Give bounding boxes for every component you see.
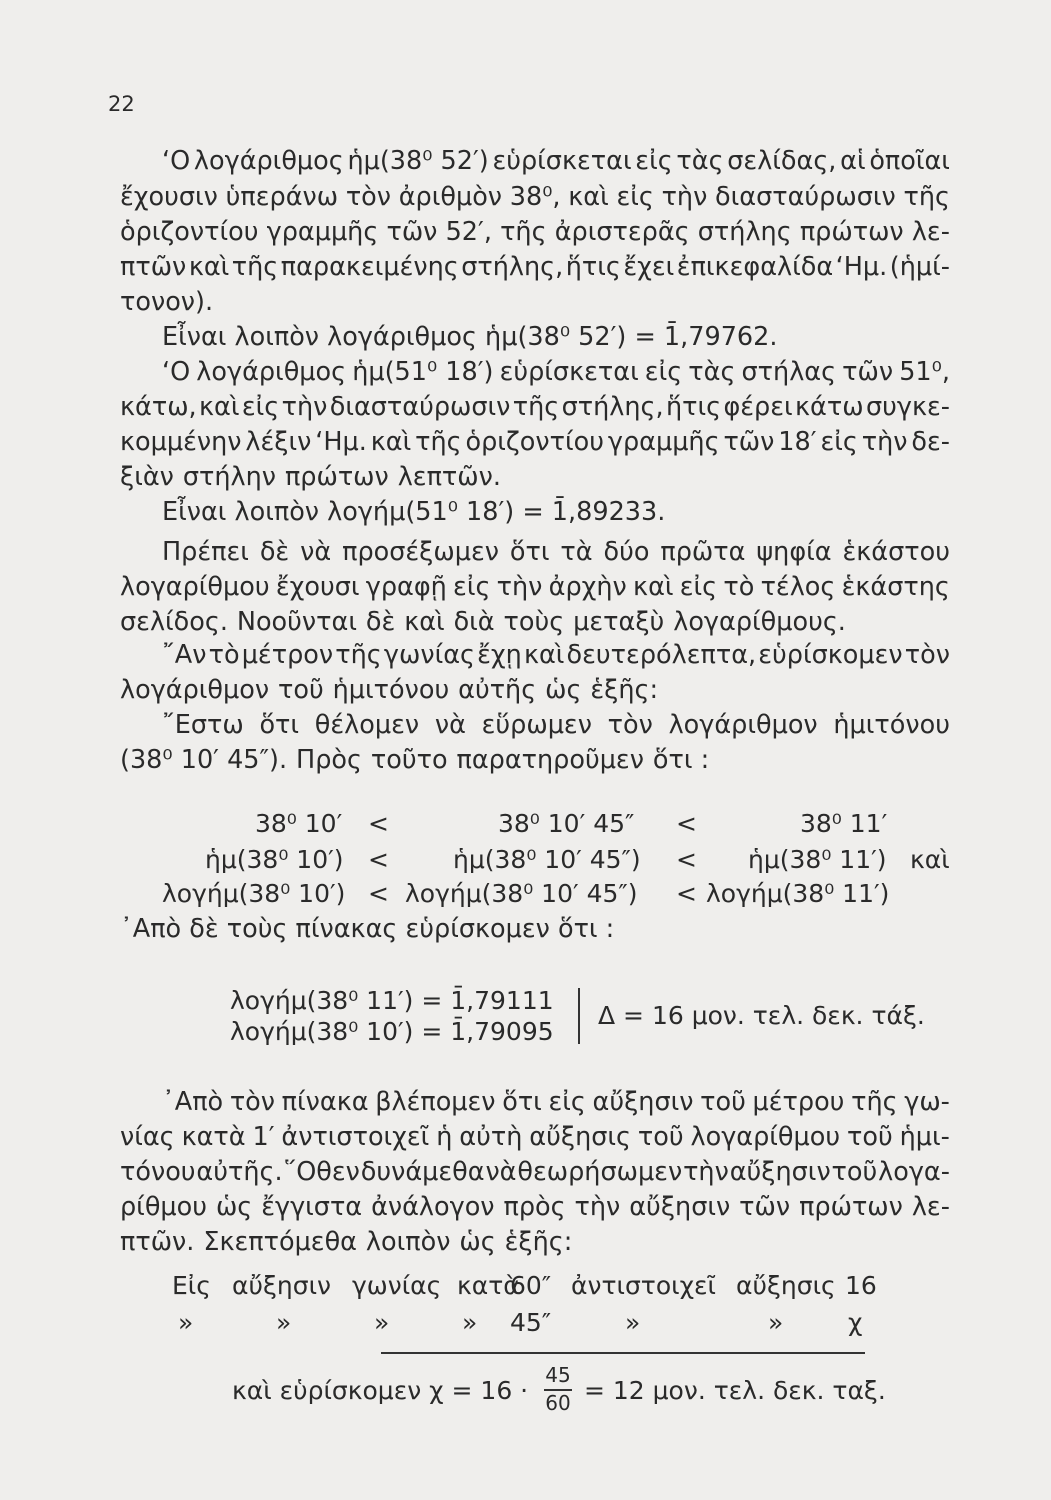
ineq-r3-lt2: < — [676, 879, 697, 908]
word: αὔξησις — [529, 1122, 631, 1152]
ineq-r3-b: λογήμ(38⁰ 10′ 45″) — [405, 879, 638, 908]
word: τοῦτο — [370, 745, 448, 775]
word: ῎Αν — [162, 640, 207, 670]
word: τοῦ — [700, 1087, 746, 1117]
word: τῆς — [903, 182, 950, 212]
prop-r2-c6: » — [768, 1308, 784, 1337]
word: γωνίας — [383, 640, 475, 670]
para6-line — [120, 1120, 950, 1155]
word: γραφῇ — [365, 572, 447, 602]
para4-line — [162, 638, 950, 673]
word: Πρέπει — [162, 537, 249, 567]
word: κάτω, — [120, 392, 197, 422]
word: τοῦ — [278, 675, 324, 705]
ineq-r1-a: 38⁰ 10′ — [255, 809, 343, 838]
word: ‘Ημ. — [315, 427, 367, 457]
word: τὴν — [683, 1157, 729, 1187]
word: λέξιν — [245, 427, 312, 457]
word: τῶν — [739, 1192, 791, 1222]
fraction-denominator: 60 — [545, 1391, 571, 1415]
text-span: Εἶναι λοιπὸν λογήμ(51⁰ 18′) = 1̄,89233. — [162, 497, 666, 527]
word: εὑρίσκεται — [492, 146, 632, 176]
prop-r1-c6: αὔξησις — [736, 1271, 836, 1300]
prop-r2-c4: 45″ — [510, 1308, 552, 1337]
word: καὶ — [370, 427, 412, 457]
word: λογάριθμος — [193, 146, 344, 176]
prop-r1-c5: ἀντιστοιχεῖ — [571, 1271, 717, 1300]
word: λογα- — [878, 1157, 950, 1187]
brace — [578, 988, 588, 1044]
word: αὔξησιν — [592, 1087, 694, 1117]
word: δὲ — [365, 607, 396, 637]
word: ἡμιτόνου — [332, 675, 450, 705]
word: πρώτων — [799, 1192, 903, 1222]
word: γραμμῆς — [607, 427, 720, 457]
word: στήλης, — [461, 252, 564, 282]
word: 52′, — [445, 217, 492, 247]
word: ὡς — [459, 1227, 496, 1257]
word: τόνου — [120, 1157, 196, 1187]
word: θεωρήσωμεν — [517, 1157, 683, 1187]
word: καὶ — [523, 640, 565, 670]
ineq-r2-lt2: < — [676, 845, 697, 874]
word: ὅτι — [259, 710, 300, 740]
prop-r2-c1: » — [276, 1308, 292, 1337]
word: δυνάμεθα — [360, 1157, 485, 1187]
word: παρακειμένης — [280, 252, 459, 282]
word: ᾿Απὸ — [162, 1087, 224, 1117]
delta-value: Δ = 16 μον. τελ. δεκ. τάξ. — [598, 1001, 925, 1030]
prop-r1-c7: 16 — [845, 1271, 877, 1300]
word: τῆς — [415, 427, 462, 457]
para1-line — [120, 180, 950, 215]
word: εἰς — [820, 427, 858, 457]
prop-r2-c2: » — [374, 1308, 390, 1337]
word: τὰ — [560, 537, 593, 567]
word: ὁριζοντίου — [465, 427, 604, 457]
proportion-rule — [381, 1352, 865, 1354]
word: κομμένην — [120, 427, 242, 457]
word: τῆς — [500, 217, 547, 247]
word: ἀνάλογον — [371, 1192, 495, 1222]
word: τὴν — [496, 572, 543, 602]
ineq-r3-a: λογήμ(38⁰ 10′) — [162, 879, 346, 908]
word: μέτρου — [752, 1087, 845, 1117]
word: διασταύρωσιν — [715, 182, 896, 212]
word: λογάριθμος — [196, 357, 347, 387]
word: πτῶν. — [120, 1227, 195, 1257]
word: τῆς — [851, 1087, 898, 1117]
word: πίνακα — [281, 1087, 369, 1117]
word: ἀρχὴν — [548, 572, 627, 602]
word: ἡ — [436, 1122, 453, 1152]
word: εὑρίσκομεν — [758, 640, 903, 670]
word: τὸν — [229, 1087, 276, 1117]
word: τοὺς — [503, 607, 565, 637]
word: τοῦ — [831, 1157, 878, 1187]
log-value-a: λογήμ(38⁰ 11′) = 1̄,79111 — [230, 986, 554, 1015]
word: ἑκάστου — [842, 537, 950, 567]
word: ἑξῆς: — [504, 1227, 573, 1257]
word: εἰς — [644, 357, 683, 387]
word: ἡμι- — [899, 1122, 950, 1152]
word: ‘Ο — [162, 146, 191, 176]
word: ‘Ο — [162, 357, 191, 387]
word: 51⁰, — [899, 357, 950, 387]
para5-line — [162, 708, 950, 743]
ineq-r3-lt1: < — [368, 879, 389, 908]
word: τῆς — [335, 640, 382, 670]
word: στήλην — [182, 462, 277, 492]
word: ἑξῆς: — [590, 675, 659, 705]
word: τὴν — [661, 182, 708, 212]
word: βλέπομεν — [375, 1087, 496, 1117]
para2-line — [120, 390, 950, 425]
word: τὴν — [281, 392, 328, 422]
para1-line — [120, 285, 950, 320]
word: δὲ — [259, 537, 290, 567]
word: αἱ — [840, 146, 866, 176]
word: τὴν — [861, 427, 908, 457]
word: ἐπικεφαλίδα — [676, 252, 834, 282]
word: παρατηροῦμεν — [456, 745, 644, 775]
word: ῎Εστω — [162, 710, 244, 740]
word: Νοοῦνται — [236, 607, 357, 637]
word: γω- — [904, 1087, 950, 1117]
word: συγκε- — [865, 392, 950, 422]
word: (38⁰ 10′ 45″). — [120, 745, 288, 775]
word: ῞Οθεν — [283, 1157, 360, 1187]
word: πτῶν — [120, 252, 187, 282]
word: νὰ — [434, 710, 466, 740]
word: στήλης, — [561, 392, 664, 422]
ineq-r2-and: καὶ — [910, 845, 950, 874]
text-span: Εἶναι λοιπὸν λογάριθμος ἡμ(38⁰ 52′) = 1̄,79762. — [162, 322, 778, 352]
word: καὶ — [199, 392, 240, 422]
para3-line — [120, 570, 950, 605]
para2-line — [162, 355, 950, 390]
word: ὅτι — [502, 1087, 542, 1117]
word: νίας — [120, 1122, 175, 1152]
ineq-r1-c: 38⁰ 11′ — [800, 809, 888, 838]
word: λογάριθμον — [668, 710, 818, 740]
word: τὰς — [676, 146, 724, 176]
word: λε- — [911, 217, 950, 247]
word: δε- — [911, 427, 950, 457]
word: λεπτῶν. — [397, 462, 501, 492]
word: πρὸς — [503, 1192, 566, 1222]
word: τὴν — [574, 1192, 621, 1222]
word: πρῶτα — [660, 537, 746, 567]
word: ὁριζοντίου — [120, 217, 259, 247]
word: ἑκάστης — [841, 572, 950, 602]
word: ἀριστερᾶς — [554, 217, 690, 247]
word: ὡς — [545, 675, 582, 705]
word: εἰς — [679, 572, 718, 602]
word: εἰς — [616, 182, 654, 212]
word: Πρὸς — [296, 745, 362, 775]
word: ὑπεράνω — [225, 182, 339, 212]
prop-r1-c2: γωνίας — [352, 1271, 442, 1300]
prop-r1-c1: αὔξησιν — [232, 1271, 331, 1300]
para2-line — [120, 460, 950, 495]
word: ἔχει — [623, 252, 675, 282]
word: τῶν — [723, 427, 775, 457]
page-number: 22 — [108, 92, 135, 116]
word: λογαρίθμους. — [673, 607, 846, 637]
word: μεταξὺ — [573, 607, 665, 637]
word: τὸν — [904, 640, 950, 670]
word: ἔγγιστα — [261, 1192, 363, 1222]
prop-r2-c7: χ — [848, 1308, 863, 1337]
word: τῆς — [512, 392, 560, 422]
para1-line — [120, 215, 950, 250]
para6-line — [120, 1190, 950, 1225]
para2-line — [120, 425, 950, 460]
word: κάτω — [795, 392, 864, 422]
ineq-r2-c: ἡμ(38⁰ 11′) — [748, 845, 887, 874]
word: τῶν — [386, 217, 438, 247]
word: ὁποῖαι — [869, 146, 950, 176]
ineq-r3-c: λογήμ(38⁰ 11′) — [706, 879, 890, 908]
word: τὸ — [723, 572, 755, 602]
word: ἔχουσιν — [120, 182, 218, 212]
word: καὶ — [404, 607, 445, 637]
word: τῶν — [842, 357, 894, 387]
word: εὕρωμεν — [481, 710, 592, 740]
word: τὰς — [688, 357, 736, 387]
word: στήλης — [697, 217, 792, 247]
word: σελίδος. — [120, 607, 228, 637]
word: εἰς — [548, 1087, 586, 1117]
word: κατὰ — [181, 1122, 246, 1152]
word: 18′ — [778, 427, 817, 457]
word: αὔξησιν — [729, 1157, 831, 1187]
final-right: = 12 μον. τελ. δεκ. ταξ. — [584, 1376, 886, 1405]
para6-line — [162, 1085, 950, 1120]
word: εὑρίσκεται — [499, 357, 639, 387]
word: δευτερόλεπτα, — [566, 640, 757, 670]
word: λοιπὸν — [365, 1227, 451, 1257]
ineq-r1-lt2: < — [676, 809, 697, 838]
word: ξιὰν — [120, 462, 174, 492]
word: γραμμῆς — [266, 217, 379, 247]
ineq-r2-lt1: < — [368, 845, 389, 874]
para1-line — [162, 144, 950, 179]
word: ρίθμου — [120, 1192, 207, 1222]
word: τοῦ — [637, 1122, 684, 1152]
result2-line — [162, 495, 950, 530]
word: καὶ — [188, 252, 230, 282]
word: ἥτις — [565, 252, 621, 282]
word: εἰς — [635, 146, 673, 176]
word: πρώτων — [284, 462, 389, 492]
word: εἰς — [453, 572, 491, 602]
ineq-r1-lt1: < — [368, 809, 389, 838]
word: ἔχῃ — [477, 640, 522, 670]
prop-r1-c4: 60″ — [510, 1271, 552, 1300]
word: ἥτις — [665, 392, 722, 422]
word: τοῦ — [847, 1122, 893, 1152]
para3-line — [162, 535, 950, 570]
final-left: καὶ εὑρίσκομεν χ = 16 · — [232, 1376, 529, 1405]
word: τὸ — [208, 640, 240, 670]
result1-line — [162, 320, 950, 355]
para1-line — [120, 250, 950, 285]
word: ἡμ(38⁰ 52′) — [347, 146, 489, 176]
prop-r2-c0: » — [178, 1308, 194, 1337]
word: στήλας — [741, 357, 837, 387]
word: διασταύρωσιν — [329, 392, 511, 422]
word: ὡς — [215, 1192, 253, 1222]
para5-line — [120, 743, 950, 778]
ineq-r2-b: ἡμ(38⁰ 10′ 45″) — [453, 845, 641, 874]
para6-line — [120, 1155, 950, 1190]
word: αὐτὴ — [459, 1122, 523, 1152]
word: νὰ — [300, 537, 332, 567]
log-value-b: λογήμ(38⁰ 10′) = 1̄,79095 — [230, 1017, 554, 1046]
word: λογαρίθμου — [690, 1122, 841, 1152]
word: καὶ — [568, 182, 609, 212]
word: ἡμ(51⁰ 18′) — [352, 357, 494, 387]
prop-r2-c5: » — [625, 1308, 641, 1337]
word: τὸν — [345, 182, 392, 212]
word: λογαρίθμου — [120, 572, 270, 602]
word: τὸν — [607, 710, 653, 740]
para3-line — [120, 605, 950, 640]
word: δύο — [603, 537, 650, 567]
word: θέλομεν — [314, 710, 420, 740]
word: πρώτων — [799, 217, 904, 247]
word: καὶ — [633, 572, 674, 602]
fraction-numerator: 45 — [545, 1363, 571, 1387]
word: λε- — [911, 1192, 950, 1222]
prop-r1-c0: Εἰς — [172, 1271, 211, 1300]
word: ‘Ημ. — [835, 252, 888, 282]
word: προσέξωμεν — [342, 537, 500, 567]
word: εἰς — [241, 392, 280, 422]
para4-line — [120, 673, 950, 708]
word: τονον). — [120, 287, 214, 317]
word: διὰ — [453, 607, 495, 637]
word: 38⁰, — [509, 182, 561, 212]
word: ὅτι : — [652, 745, 710, 775]
word: αὐτῆς — [458, 675, 537, 705]
word: τέλος — [760, 572, 836, 602]
word: ἀντιστοιχεῖ — [281, 1122, 430, 1152]
word: Σκεπτόμεθα — [203, 1227, 357, 1257]
word: ἔχουσι — [275, 572, 360, 602]
word: (ἡμί- — [889, 252, 950, 282]
word: ὅτι — [509, 537, 550, 567]
tables-intro: ᾿Απὸ δὲ τοὺς πίνακας εὑρίσκομεν ὅτι : — [120, 914, 615, 944]
word: τῆς — [231, 252, 279, 282]
word: ἀριθμὸν — [398, 182, 503, 212]
word: φέρει — [723, 392, 793, 422]
ineq-r2-a: ἡμ(38⁰ 10′) — [205, 845, 344, 874]
word: ἡμιτόνου — [833, 710, 950, 740]
word: αὐτῆς. — [196, 1157, 283, 1187]
word: νὰ — [485, 1157, 517, 1187]
word: λογάριθμον — [120, 675, 270, 705]
prop-r2-c3: » — [462, 1308, 478, 1337]
prop-r1-c3: κατὰ — [457, 1271, 520, 1300]
word: σελίδας, — [727, 146, 837, 176]
word: μέτρον — [241, 640, 334, 670]
word: αὔξησιν — [629, 1192, 731, 1222]
para6-line — [120, 1225, 950, 1260]
word: ψηφία — [756, 537, 832, 567]
ineq-r1-b: 38⁰ 10′ 45″ — [498, 809, 635, 838]
word: 1′ — [252, 1122, 275, 1152]
